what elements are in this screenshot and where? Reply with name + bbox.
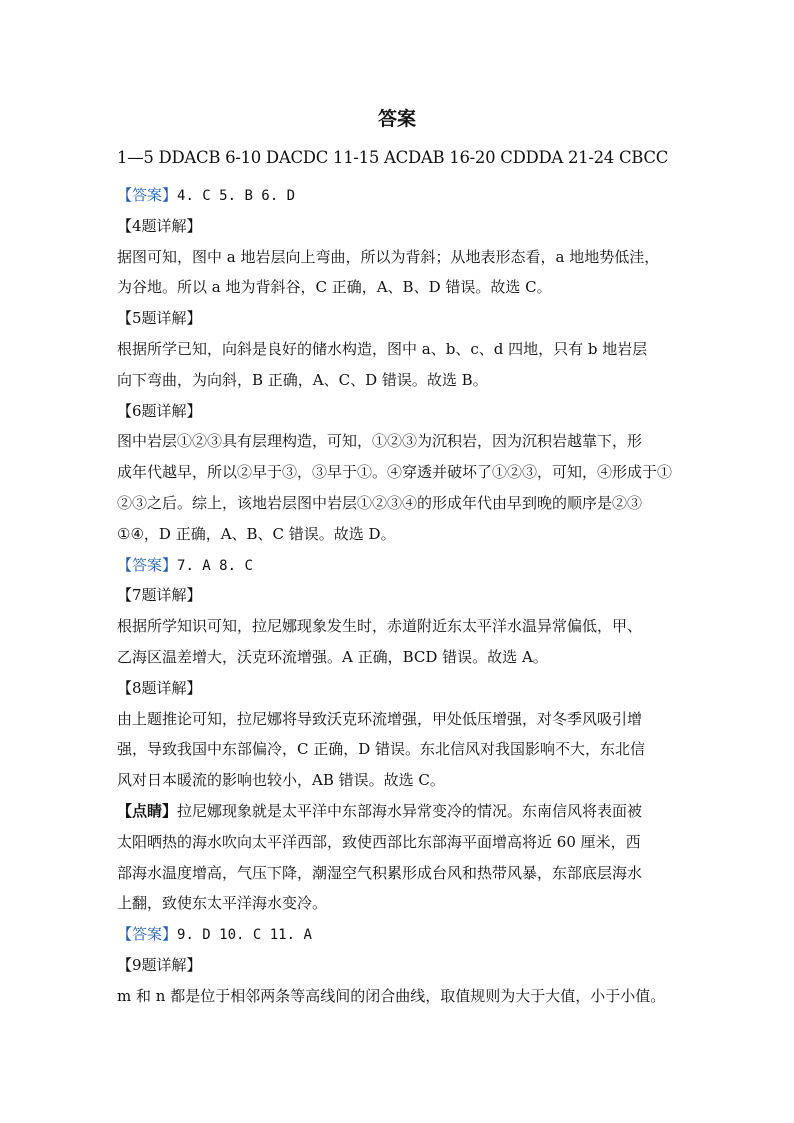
question-heading: 【9题详解】	[117, 956, 202, 974]
answer-line	[117, 924, 794, 945]
paragraph-line: 成年代越早，所以②早于③，③早于①。④穿透并破坏了①②③，可知，④形成于①	[117, 463, 673, 482]
paragraph-line: 图中岩层①②③具有层理构造，可知，①②③为沉积岩，因为沉积岩越靠下，形	[117, 432, 643, 451]
question-heading: 【4题详解】	[117, 216, 202, 235]
key-point-text: 拉尼娜现象就是太平洋中东部海水异常变冷的情况。东南信风将表面被	[177, 802, 643, 820]
answer-tag: 【答案】	[117, 555, 178, 574]
paragraph-line: m 和 n 都是位于相邻两条等高线间的闭合曲线，取值规则为大于大值，小于小值。	[117, 986, 666, 1005]
paragraph-line: ②③之后。综上，该地岩层图中岩层①②③④的形成年代由早到晚的顺序是②③	[117, 494, 643, 512]
paragraph-line: 据图可知，图中 a 地岩层向上弯曲，所以为背斜；从地表形态看，a 地地势低洼，	[117, 247, 660, 266]
paragraph-line: 根据所学已知，向斜是良好的储水构造，图中 a、b、c、d 四地，只有 b 地岩层	[117, 340, 648, 358]
paragraph-line: 风对日本暖流的影响也较小，AB 错误。故选 C。	[117, 771, 445, 790]
paragraph-line: 向下弯曲，为向斜，B 正确，A、C、D 错误。故选 B。	[117, 370, 488, 389]
paragraph-line: 太阳晒热的海水吹向太平洋西部，致使西部比东部海平面增高将近 60 厘米，西	[117, 832, 641, 851]
answer-key-line: 1—5 DDACB 6-10 DACDC 11-15 ACDAB 16-20 CDDDA 21-24 CBCC	[117, 148, 669, 167]
key-point-line	[117, 801, 794, 821]
key-point-tag: 【点睛】	[117, 802, 178, 820]
answer-tag: 【答案】	[117, 925, 178, 944]
answer-values: 7. A 8. C	[177, 557, 253, 574]
paragraph-line: 乙海区温差增大，沃克环流增强。A 正确，BCD 错误。故选 A。	[117, 648, 548, 666]
paragraph-line: 为谷地。所以 a 地为背斜谷，C 正确，A、B、D 错误。故选 C。	[117, 278, 552, 297]
paragraph-line: 上翻，致使东太平洋海水变冷。	[117, 894, 328, 913]
answer-values: 9. D 10. C 11. A	[177, 927, 312, 944]
question-heading: 【8题详解】	[117, 678, 202, 697]
paragraph-line: ①④，D 正确，A、B、C 错误。故选 D。	[117, 524, 396, 543]
answer-tag: 【答案】	[117, 186, 178, 204]
question-heading: 【7题详解】	[117, 586, 202, 605]
paragraph-line: 部海水温度增高，气压下降，潮湿空气积累形成台风和热带风暴，东部底层海水	[117, 863, 643, 882]
paragraph-line: 由上题推论可知，拉尼娜将导致沃克环流增强，甲处低压增强，对冬季风吸引增	[117, 709, 643, 728]
question-heading: 【5题详解】	[117, 309, 202, 328]
page-title: 答案	[377, 108, 416, 130]
paragraph-line: 根据所学知识可知，拉尼娜现象发生时，赤道附近东太平洋水温异常偏低，甲、	[117, 617, 643, 636]
paragraph-line: 强，导致我国中东部偏冷，C 正确，D 错误。东北信风对我国影响不大，东北信	[117, 740, 646, 759]
question-heading: 【6题详解】	[117, 401, 202, 420]
answer-values: 4. C 5. B 6. D	[177, 188, 296, 204]
answer-line	[117, 555, 794, 576]
answer-line	[117, 185, 794, 206]
